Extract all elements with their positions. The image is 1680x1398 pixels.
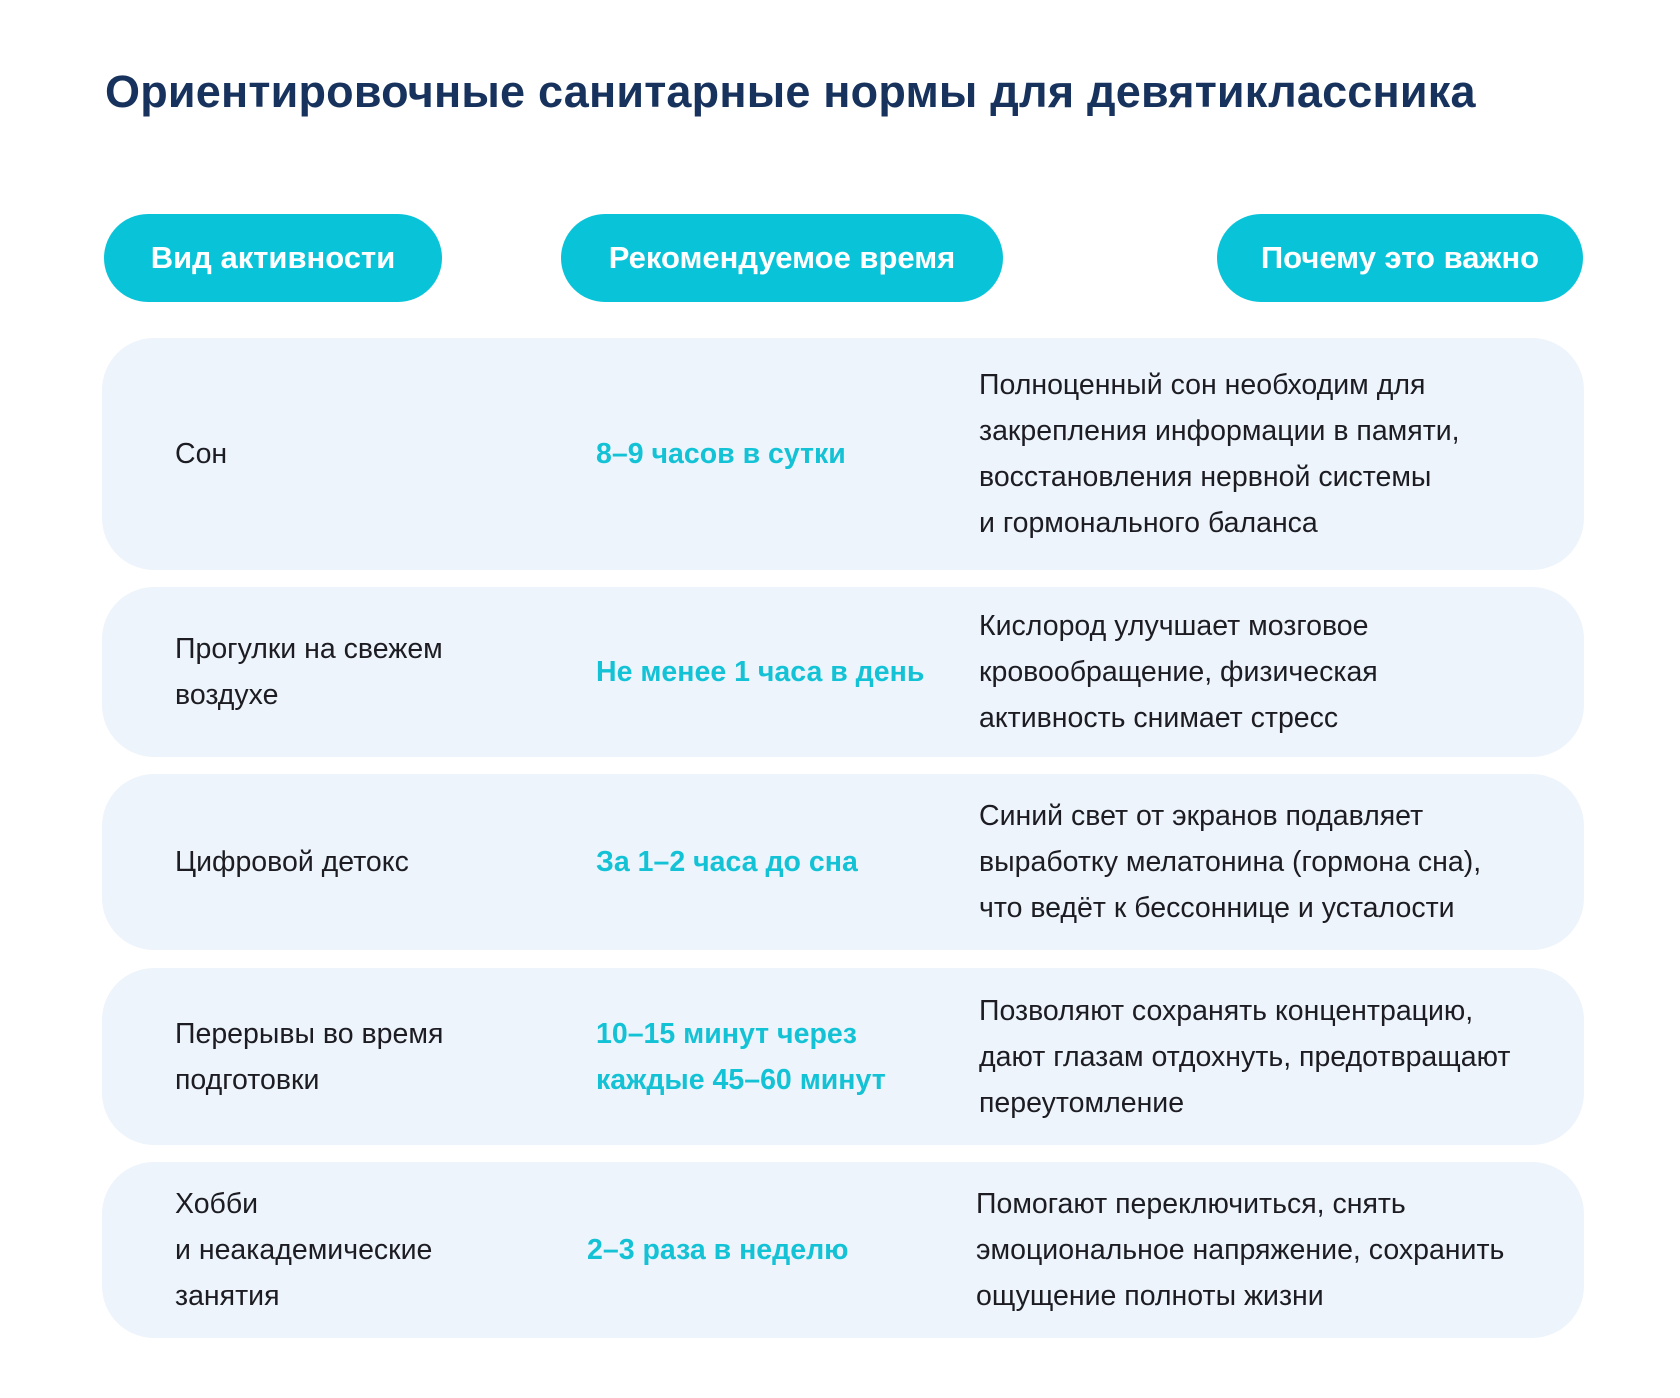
time-line: Не менее 1 часа в день (596, 656, 925, 688)
activity-cell (175, 587, 565, 757)
why-line: переутомление (979, 1086, 1185, 1119)
header-why (1217, 214, 1583, 302)
why-line: активность снимает стресс (979, 702, 1339, 734)
time-cell (596, 774, 996, 950)
why-line: кровообращение, физическая (979, 656, 1378, 688)
table-row-breaks (102, 968, 1584, 1145)
why-line: Кислород улучшает мозговое (979, 610, 1369, 642)
header-why-label: Почему это важно (1260, 240, 1540, 275)
time-cell (596, 968, 996, 1145)
table-row-sleep (102, 338, 1584, 570)
activity-cell (175, 774, 565, 950)
why-line: и гормонального баланса (979, 507, 1318, 539)
time-line: 10–15 минут через (596, 1017, 857, 1050)
why-line: Синий свет от экранов подавляет (979, 800, 1424, 832)
time-line: За 1–2 часа до сна (596, 846, 858, 878)
header-time-label: Рекомендуемое время (608, 240, 956, 275)
header-time (561, 214, 1003, 302)
activity-line: Хобби (175, 1188, 259, 1220)
header-activity-label: Вид активности (150, 240, 396, 275)
time-line: 8–9 часов в сутки (596, 438, 846, 470)
time-cell (587, 1162, 987, 1338)
time-line: каждые 45–60 минут (596, 1063, 886, 1096)
why-line: эмоциональное напряжение, сохранить (976, 1234, 1505, 1266)
why-cell (976, 1162, 1566, 1338)
activity-line: занятия (175, 1280, 280, 1312)
why-line: Помогают переключиться, снять (976, 1188, 1406, 1220)
header-activity (104, 214, 442, 302)
time-cell (596, 587, 996, 757)
table-row-digital-detox (102, 774, 1584, 950)
why-cell (979, 338, 1569, 570)
why-line: восстановления нервной системы (979, 461, 1432, 493)
activity-line: Сон (175, 438, 228, 470)
why-cell (979, 587, 1569, 757)
why-line: дают глазам отдохнуть, предотвращают (979, 1040, 1511, 1073)
activity-line: воздухе (175, 679, 279, 711)
page-title: Ориентировочные санитарные нормы для девятиклассника (105, 66, 1476, 117)
activity-line: Прогулки на свежем (175, 633, 443, 665)
activity-cell (175, 968, 565, 1145)
why-line: ощущение полноты жизни (976, 1280, 1324, 1312)
table-row-hobby (102, 1162, 1584, 1338)
why-line: что ведёт к бессоннице и усталости (979, 892, 1455, 924)
why-cell (979, 968, 1569, 1145)
why-line: Полноценный сон необходим для (979, 369, 1426, 401)
activity-line: подготовки (175, 1063, 320, 1096)
activity-line: Перерывы во время (175, 1017, 444, 1050)
why-line: выработку мелатонина (гормона сна), (979, 846, 1482, 878)
why-line: закрепления информации в памяти, (979, 415, 1460, 447)
time-cell (596, 338, 996, 570)
activity-line: и неакадемические (175, 1234, 433, 1266)
table-row-walks (102, 587, 1584, 757)
activity-cell (175, 338, 565, 570)
activity-cell (175, 1162, 565, 1338)
why-line: Позволяют сохранять концентрацию, (979, 994, 1474, 1027)
why-cell (979, 774, 1569, 950)
time-line: 2–3 раза в неделю (587, 1234, 849, 1266)
activity-line: Цифровой детокс (175, 846, 409, 878)
